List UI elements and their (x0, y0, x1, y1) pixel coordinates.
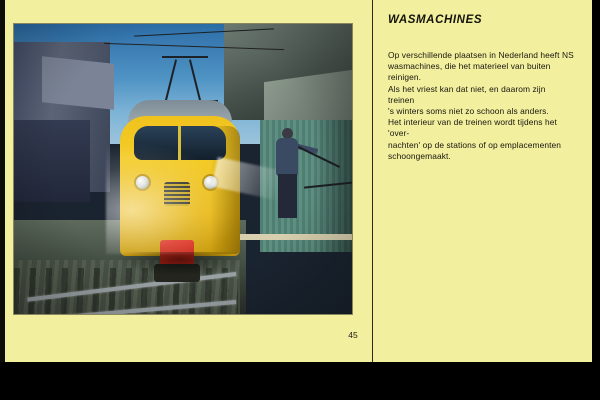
walkway (228, 236, 352, 314)
body-line: nachten' op de stations of op emplacementen (388, 139, 562, 150)
right-margin-band (592, 0, 600, 362)
photograph (14, 24, 352, 314)
bottom-margin-band (0, 362, 600, 400)
photo-scene (14, 24, 352, 314)
body-line: wasmachines, die het materieel van buiten reinigen. (388, 61, 551, 83)
train-underframe-shadow (118, 252, 242, 276)
building-left-shadow (14, 120, 90, 202)
pantograph (160, 54, 220, 102)
page-title: WASMACHINES (388, 14, 483, 26)
page-left-edge (0, 0, 5, 362)
worker-figure (270, 128, 304, 218)
body-line: Het interieur van de treinen wordt tijdens het 'over- (388, 117, 557, 139)
body-line: Op verschillende plaatsen in Nederland heeft NS (388, 50, 574, 60)
body-line: Als het vriest kan dat niet, en daarom zijn treinen (388, 83, 546, 105)
text-column (388, 14, 574, 162)
column-divider (372, 0, 373, 362)
building-left-upper (42, 56, 114, 110)
body-text (388, 50, 574, 162)
body-line: 's winters soms niet zo schoon als anders. (388, 106, 549, 117)
worker-legs (278, 174, 297, 218)
page-number: 45 (348, 330, 358, 340)
body-line: schoongemaakt. (388, 150, 451, 161)
